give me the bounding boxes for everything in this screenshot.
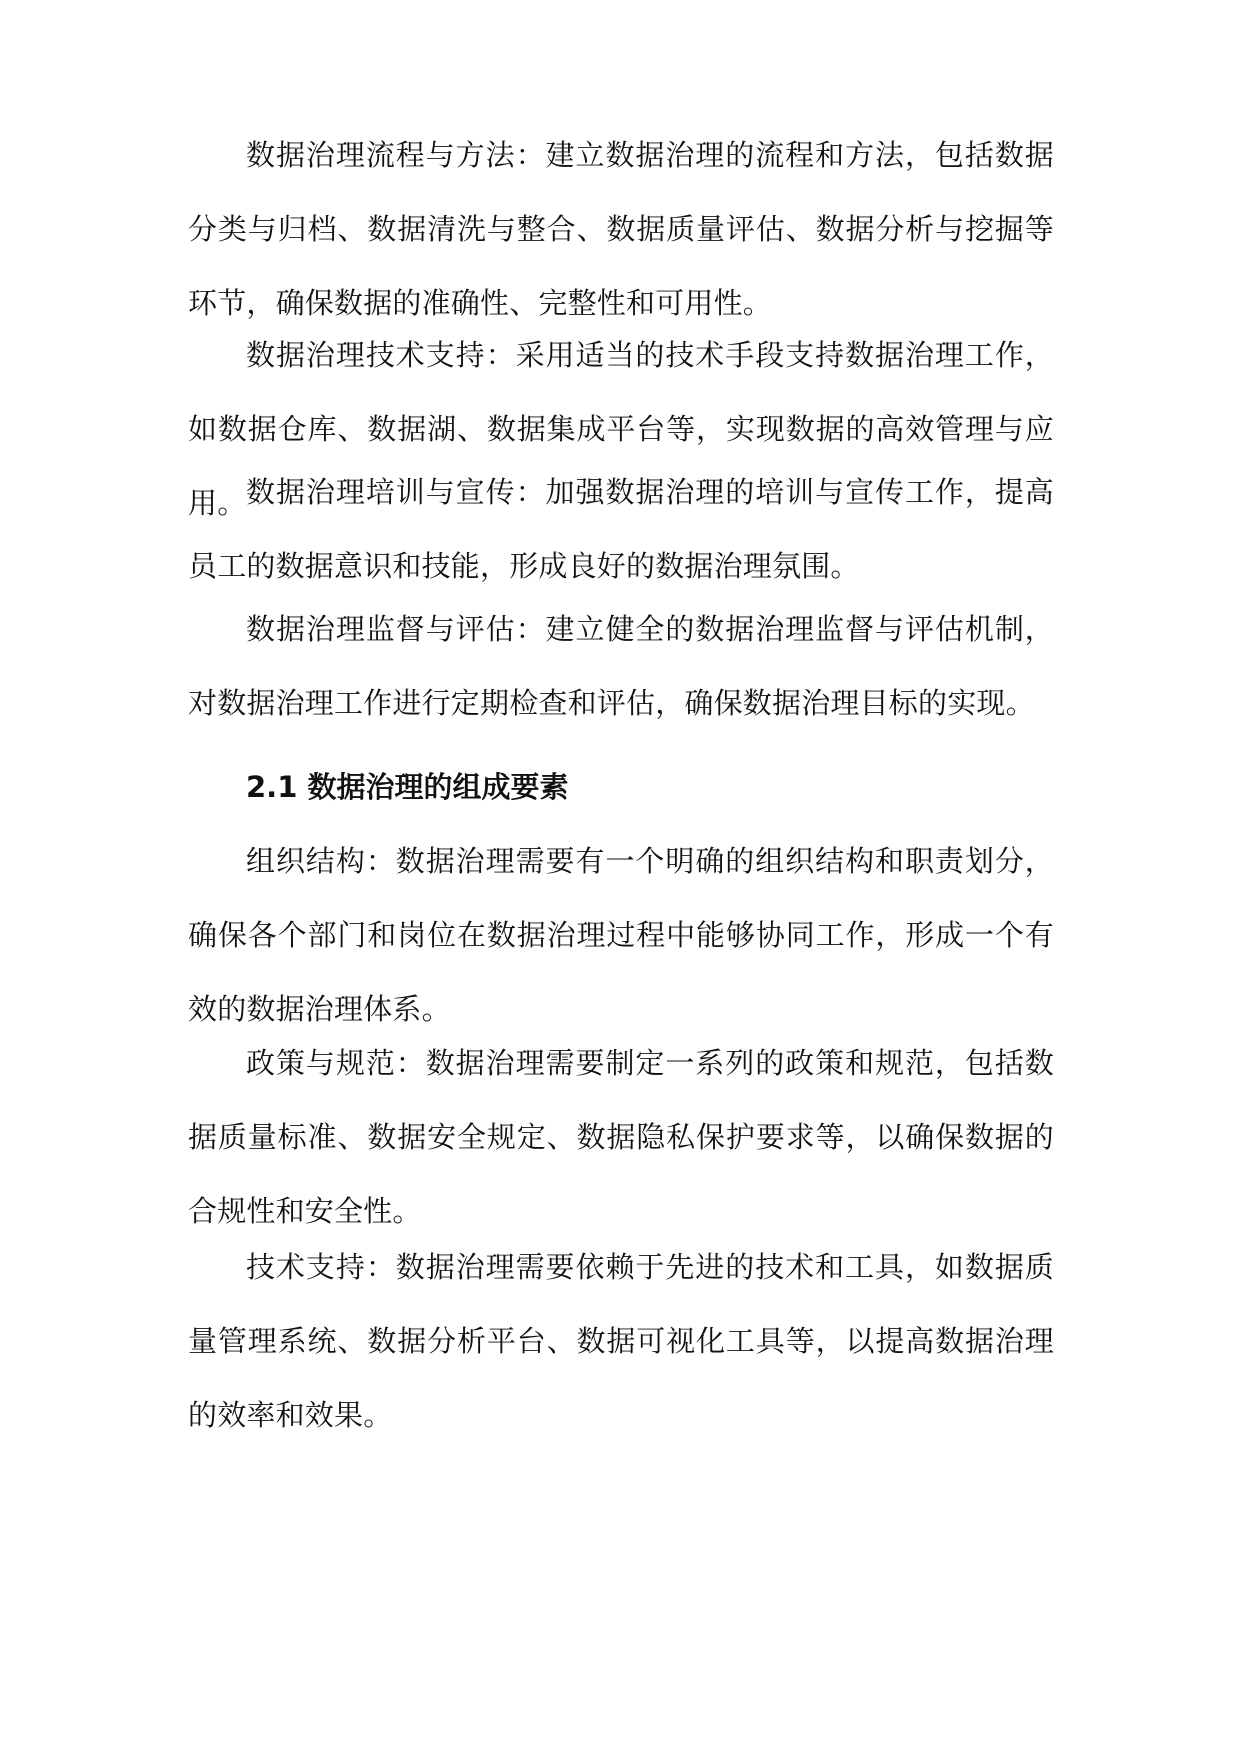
paragraph-governance-process: 数据治理流程与方法：建立数据治理的流程和方法，包括数据分类与归档、数据清洗与整合、数据质量评估、数据分析与挖掘等环节，确保数据的准确性、完整性和可用性。 <box>188 138 1054 320</box>
paragraph-organization-structure: 组织结构：数据治理需要有一个明确的组织结构和职责划分，确保各个部门和岗位在数据治理过程中能够协同工作，形成一个有效的数据治理体系。 <box>188 844 1054 1026</box>
paragraph-governance-technology: 数据治理技术支持：采用适当的技术手段支持数据治理工作，如数据仓库、数据湖、数据集成平台等，实现数据的高效管理与应用。 <box>188 338 1054 520</box>
paragraph-governance-training: 数据治理培训与宣传：加强数据治理的培训与宣传工作，提高员工的数据意识和技能，形成良好的数据治理氛围。 <box>188 475 1054 583</box>
section-heading: 2.1 数据治理的组成要素 <box>246 770 569 804</box>
paragraph-technical-support: 技术支持：数据治理需要依赖于先进的技术和工具，如数据质量管理系统、数据分析平台、数据可视化工具等，以提高数据治理的效率和效果。 <box>188 1250 1054 1432</box>
paragraph-governance-supervision: 数据治理监督与评估：建立健全的数据治理监督与评估机制，对数据治理工作进行定期检查和评估，确保数据治理目标的实现。 <box>188 612 1054 720</box>
paragraph-policy-standards: 政策与规范：数据治理需要制定一系列的政策和规范，包括数据质量标准、数据安全规定、数据隐私保护要求等，以确保数据的合规性和安全性。 <box>188 1046 1054 1228</box>
